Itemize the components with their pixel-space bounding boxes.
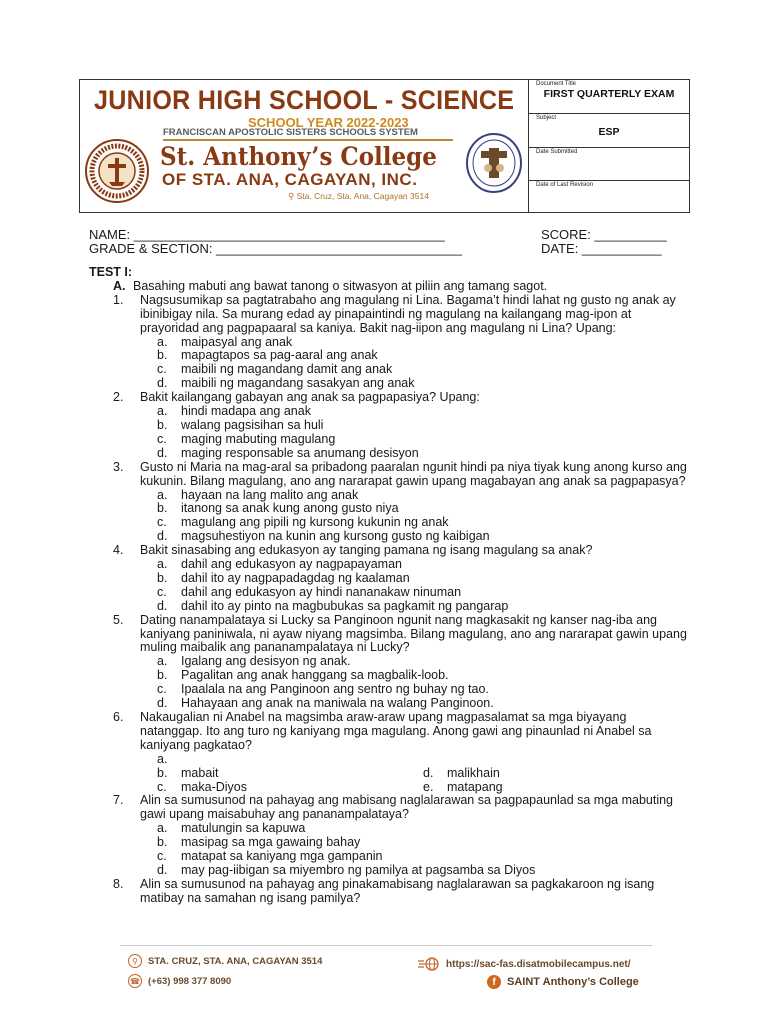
subject-value: ESP	[598, 126, 620, 138]
choice-letter: c.	[157, 362, 167, 377]
question	[89, 614, 689, 656]
grade-section-field[interactable]: GRADE & SECTION: __________________________________	[89, 241, 462, 256]
choice-row	[89, 767, 689, 781]
phone-icon: ☎	[128, 974, 142, 988]
choice-text: magsuhestiyon na kunin ang kursong gusto ng kaibigan	[181, 529, 490, 544]
choice-letter: d.	[157, 862, 168, 877]
choice-letter: b.	[157, 348, 168, 363]
choice-letter: d.	[157, 598, 168, 613]
answer-choice[interactable]	[423, 753, 689, 767]
choice-text: maibili ng magandang damit ang anak	[181, 362, 393, 377]
choice-letter: a.	[157, 487, 168, 502]
choice-text: hayaan na lang malito ang anak	[181, 487, 359, 502]
question-text: Nakaugalian ni Anabel na magsimba araw-araw upang magpasalamat sa mga biyayang natanggap. Ito ang turo ng kaniyang mga magulang. Anong gawi ang pinaunlad ni Anabel sa kaniyang pagkatao?	[140, 710, 652, 752]
choice-text: dahil ito ay nagpapadagdag ng kaalaman	[181, 570, 410, 585]
answer-choice[interactable]	[89, 697, 689, 711]
instruction-text: Basahing mabuti ang bawat tanong o sitwasyon at piliin ang tamang sagot.	[133, 278, 548, 293]
school-year: SCHOOL YEAR 2022-2023	[248, 115, 409, 130]
instruction-letter: A.	[113, 278, 126, 293]
document-title-label: Document Title	[536, 81, 577, 87]
answer-choice[interactable]	[89, 489, 689, 503]
test-section	[89, 266, 689, 906]
question-number: 8.	[113, 876, 124, 891]
question-text: Bakit sinasabing ang edukasyon ay tanging pamana ng isang magulang sa anak?	[140, 543, 593, 558]
choice-letter: c.	[157, 431, 167, 446]
choice-letter: c.	[157, 779, 167, 794]
choice-letter: a.	[157, 334, 168, 349]
choice-text: maipasyal ang anak	[181, 334, 293, 349]
choice-letter: d.	[157, 696, 168, 711]
footer-website[interactable]	[418, 957, 631, 971]
choice-letter	[423, 753, 447, 767]
question	[89, 711, 689, 753]
choice-text: dahil ang edukasyon ay nagpapayaman	[181, 557, 403, 572]
question-text: Alin sa sumusunod na pahayag ang mabisang naglalarawan sa pagpapaunlad sa mga mabuting gawi upang maisabuhay ang pananampalataya?	[140, 793, 674, 822]
choice-text: mabait	[181, 765, 219, 780]
choice-text: may pag-iibigan sa miyembro ng pamilya at pagsamba sa Diyos	[181, 862, 536, 877]
question-text: Nagsusumikap sa pagtatrabaho ang magulang ni Lina. Bagama’t hindi lahat ng gusto ng anak ay ibinibigay nila. Sa murang edad ay pinapaintindi ng magulang na kailangang mag-ipon at prayoridad ang pagpapaaral sa kaniya. Bakit nag-iipon ang magulang ni Lina? Upang:	[140, 292, 676, 335]
choice-text: maka-Diyos	[181, 779, 247, 794]
choice-letter: c.	[157, 682, 167, 697]
answer-choice[interactable]	[89, 850, 689, 864]
document-header	[79, 79, 690, 213]
answer-choice[interactable]	[157, 767, 423, 781]
choice-text: magulang ang pipili ng kursong kukunin ng anak	[181, 515, 449, 530]
choice-letter: b.	[157, 835, 168, 850]
answer-choice[interactable]	[89, 683, 689, 697]
college-address	[288, 191, 429, 202]
footer-address-text: STA. CRUZ, STA. ANA, CAGAYAN 3514	[148, 955, 323, 967]
question-text: Alin sa sumusunod na pahayag ang pinakamabisang naglalarawan sa pagkakaroon ng isang matibay na samahan ng isang pamilya?	[140, 876, 655, 905]
footer-website-text[interactable]: https://sac-fas.disatmobilecampus.net/	[446, 958, 631, 970]
last-revision-cell	[529, 181, 689, 212]
question-number: 2.	[113, 390, 124, 405]
footer-phone-text: (+63) 998 377 8090	[148, 975, 232, 987]
answer-choice[interactable]	[157, 781, 423, 795]
choice-letter: c.	[157, 849, 167, 864]
choice-text: matapang	[447, 779, 503, 794]
question	[89, 294, 689, 336]
question-number: 6.	[113, 710, 124, 724]
date-submitted-cell	[529, 148, 689, 181]
choice-text: matapat sa kaniyang mga gampanin	[181, 849, 383, 864]
answer-choice[interactable]	[89, 363, 689, 377]
choice-text: dahil ang edukasyon ay hindi nananakaw ninuman	[181, 584, 462, 599]
choice-letter: c.	[157, 584, 167, 599]
choice-letter: b.	[157, 668, 168, 683]
choice-text: mapagtapos sa pag-aaral ang anak	[181, 348, 378, 363]
choice-letter: d.	[157, 445, 168, 460]
facebook-icon: f	[487, 975, 501, 989]
choice-text: maging mabuting magulang	[181, 431, 336, 446]
footer-address	[128, 954, 322, 968]
question	[89, 544, 689, 558]
subject-cell	[529, 114, 689, 148]
choice-text: Igalang ang desisyon ng anak.	[181, 654, 351, 669]
answer-choice[interactable]	[89, 572, 689, 586]
question-number: 5.	[113, 612, 124, 627]
choice-row	[89, 753, 689, 767]
footer-divider	[120, 945, 652, 946]
question-number: 4.	[113, 543, 124, 558]
question-list	[89, 294, 689, 906]
school-system-name: FRANCISCAN APOSTOLIC SISTERS SCHOOLS SYSTEM	[163, 127, 453, 141]
answer-choice[interactable]	[89, 822, 689, 836]
name-field[interactable]: NAME: ___________________________________________	[89, 227, 445, 242]
college-seal-icon	[84, 138, 150, 204]
location-pin-icon: ⚲	[128, 954, 142, 968]
last-revision-label: Date of Last Revision	[536, 182, 594, 188]
answer-choice[interactable]	[89, 655, 689, 669]
choice-letter: a.	[157, 404, 168, 419]
answer-choice[interactable]	[89, 836, 689, 850]
choice-text: Hahayaan ang anak na maniwala na walang Panginoon.	[181, 696, 494, 711]
question-number: 1.	[113, 292, 124, 307]
answer-choice[interactable]	[89, 530, 689, 544]
choice-letter: c.	[157, 515, 167, 530]
choice-text: Ipaalala na ang Panginoon ang sentro ng buhay ng tao.	[181, 682, 489, 697]
question	[89, 391, 689, 405]
question-text: Gusto ni Maria na mag-aral sa pribadong paaralan ngunit hindi pa niya tiyak kung anong kurso ang kukunin. Bilang magulang, ano ang nararapat gawin upang magabayan ang anak sa pagpapasya?	[140, 459, 687, 488]
choice-text: walang pagsisihan sa huli	[181, 417, 324, 432]
answer-choice[interactable]	[89, 502, 689, 516]
choice-letter: a.	[157, 751, 168, 766]
answer-choice[interactable]	[89, 349, 689, 363]
choice-text: hindi madapa ang anak	[181, 404, 311, 419]
question	[89, 794, 689, 822]
choice-text: malikhain	[447, 765, 500, 780]
footer-phone	[128, 974, 231, 988]
answer-choice[interactable]	[89, 419, 689, 433]
choice-text: dahil ito ay pinto na magbubukas sa pagkamit ng pangarap	[181, 598, 509, 613]
choice-letter: d.	[157, 529, 168, 544]
college-subtitle: OF STA. ANA, CAGAYAN, INC.	[162, 170, 418, 189]
fass-seal-icon	[465, 132, 523, 194]
college-name: St. Anthony’s College	[160, 142, 437, 171]
answer-choice[interactable]	[157, 753, 423, 767]
instruction	[89, 280, 689, 294]
document-meta	[529, 80, 689, 212]
answer-choice[interactable]	[89, 377, 689, 391]
choice-letter: d.	[157, 376, 168, 391]
choice-row	[89, 781, 689, 795]
globe-icon	[418, 957, 440, 971]
question-number: 3.	[113, 459, 124, 474]
footer-facebook-text[interactable]: SAINT Anthony’s College	[507, 976, 639, 988]
choice-letter: e.	[423, 779, 434, 794]
answer-choice[interactable]	[423, 767, 689, 781]
answer-choice[interactable]	[89, 600, 689, 614]
banner-title: JUNIOR HIGH SCHOOL - SCIENCE	[94, 85, 515, 115]
score-field[interactable]: SCORE: __________	[541, 227, 667, 242]
school-banner	[80, 80, 529, 212]
answer-choice[interactable]	[89, 586, 689, 600]
choice-text: itanong sa anak kung anong gusto niya	[181, 501, 399, 516]
question-text: Bakit kailangang gabayan ang anak sa pagpapasiya? Upang:	[140, 390, 480, 405]
answer-choice[interactable]	[89, 405, 689, 419]
answer-choice[interactable]	[423, 781, 689, 795]
choice-letter: d.	[423, 765, 434, 780]
choice-text: matulungin sa kapuwa	[181, 821, 306, 836]
question-text: Dating nanampalataya si Lucky sa Panginoon ngunit nang magkasakit ng kanser nag-iba ang kaniyang paniniwala, ni ayaw niyang magsimba. Bilang magulang, ano ang nararapat gawin upang muling maibalik ang pananampalataya ni Lucky?	[140, 612, 687, 655]
question-number: 7.	[113, 793, 124, 808]
choice-text: Pagalitan ang anak hanggang sa magbalik-loob.	[181, 668, 449, 683]
choice-letter: a.	[157, 654, 168, 669]
date-field[interactable]: DATE: ___________	[541, 241, 662, 256]
answer-choice[interactable]	[89, 447, 689, 461]
college-address-text: Sta. Cruz, Sta. Ana, Cagayan 3514	[296, 191, 429, 201]
answer-choice[interactable]	[89, 336, 689, 350]
answer-choice[interactable]	[89, 558, 689, 572]
answer-choice[interactable]	[89, 669, 689, 683]
choice-letter: b.	[157, 765, 168, 780]
choice-text: maging responsable sa anumang desisyon	[181, 445, 419, 460]
answer-choice[interactable]	[89, 516, 689, 530]
choice-letter: a.	[157, 557, 168, 572]
question	[89, 878, 689, 906]
footer-facebook[interactable]	[487, 975, 639, 989]
question	[89, 461, 689, 489]
document-title: FIRST QUARTERLY EXAM	[543, 88, 675, 100]
date-submitted-label: Date Submitted	[536, 149, 578, 155]
location-pin-icon: ⚲	[288, 191, 295, 201]
choice-letter: b.	[157, 417, 168, 432]
test-title: TEST I:	[89, 265, 133, 279]
answer-choice[interactable]	[89, 433, 689, 447]
document-title-cell	[529, 80, 689, 114]
choice-letter: a.	[157, 821, 168, 836]
choice-letter: b.	[157, 501, 168, 516]
choice-text: masipag sa mga gawaing bahay	[181, 835, 361, 850]
choice-text: maibili ng magandang sasakyan ang anak	[181, 376, 415, 391]
subject-label: Subject	[536, 115, 557, 121]
choice-letter: b.	[157, 570, 168, 585]
answer-choice[interactable]	[89, 864, 689, 878]
